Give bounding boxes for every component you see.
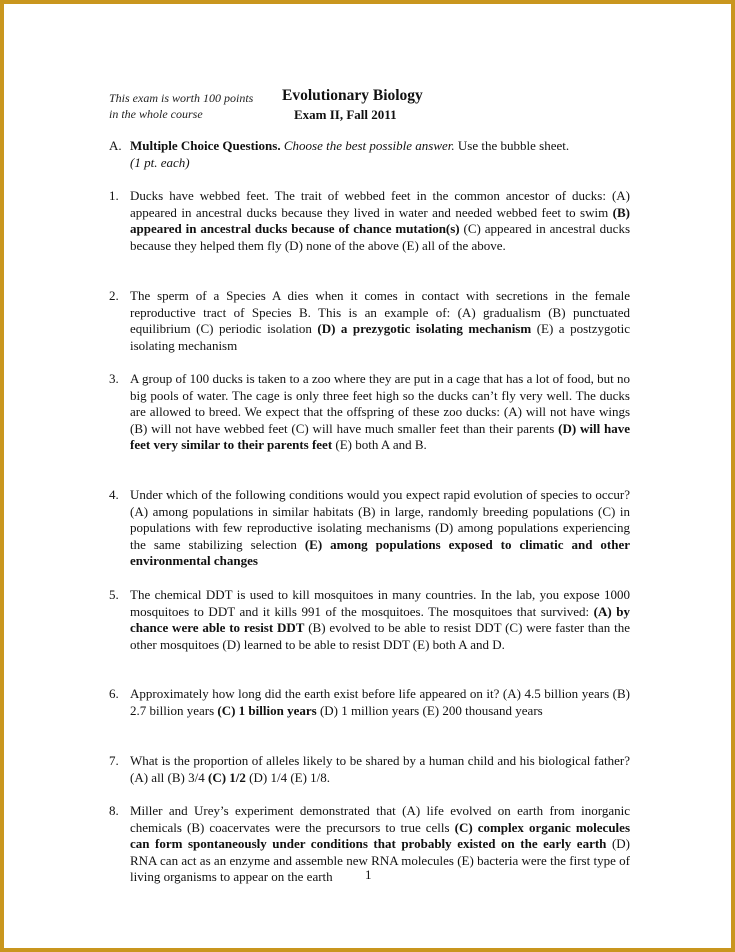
- question-text: [130, 753, 630, 786]
- question-stem: The chemical DDT is used to kill mosquitoes in many countries. In the lab, you expose 1000 mosquitoes to DDT and it kills 991 of the mosquitoes. The mosquitoes that survived:: [130, 587, 630, 619]
- question-remainder: (C) appeared in ancestral ducks because they helped them fly (D) none of the above (E) all of the above.: [130, 221, 631, 253]
- question-text: [130, 487, 630, 570]
- question-3: [109, 371, 630, 454]
- page-number: 1: [365, 867, 372, 882]
- question-stem: Ducks have webbed feet. The trait of webbed feet in the common ancestor of ducks: (A) appeared in ancestral ducks because they lived in water and needed webbed feet to swim: [130, 188, 630, 220]
- question-stem: The sperm of a Species A dies when it comes in contact with secretions in the female reproductive tract of Species B. This is an example of: (A) gradualism (B) punctuated equilibrium (C) periodic isolation: [130, 288, 630, 337]
- question-remainder: (E) a postzygotic isolating mechanism: [130, 321, 630, 353]
- correct-answer: (C) 1/2: [207, 769, 246, 785]
- correct-answer: (E) among populations exposed to climatic and other environmental changes: [130, 536, 630, 569]
- question-remainder: (D) 1 million years (E) 200 thousand years: [316, 702, 543, 718]
- question-text: [130, 288, 630, 354]
- question-text: [130, 587, 630, 653]
- question-1: [109, 188, 630, 254]
- question-stem: What is the proportion of alleles likely to be shared by a human child and his biological father? (A) all (B) 3/4: [130, 753, 630, 785]
- question-text: [130, 803, 630, 886]
- section-instruction-rest: Use the bubble sheet.: [457, 138, 570, 153]
- question-stem: Approximately how long did the earth exist before life appeared on it? (A) 4.5 billion years (B) 2.7 billion years: [130, 686, 630, 718]
- question-number: 4.: [109, 487, 119, 502]
- question-stem: Miller and Urey’s experiment demonstrated that (A) life evolved on earth from inorganic chemicals (B) coacervates were the precursors to true cells: [130, 803, 630, 835]
- course-note-line2: in the whole course: [109, 107, 203, 121]
- correct-answer: (D) will have feet very similar to their parents feet: [130, 420, 630, 453]
- question-number: 3.: [109, 371, 119, 386]
- question-text: [130, 188, 630, 254]
- course-note-line1: This exam is worth 100 points: [109, 91, 254, 105]
- exam-page: [4, 4, 731, 948]
- question-5: [109, 587, 630, 653]
- correct-answer: (D) a prezygotic isolating mechanism: [317, 321, 532, 337]
- question-number: 5.: [109, 587, 119, 602]
- question-number: 7.: [109, 753, 119, 768]
- section-a-heading: [109, 138, 630, 171]
- exam-subtitle: Exam II, Fall 2011: [294, 107, 397, 122]
- question-number: 6.: [109, 686, 119, 701]
- section-a-text: [130, 138, 630, 171]
- question-text: [130, 686, 630, 719]
- course-note: [109, 90, 253, 122]
- question-stem: A group of 100 ducks is taken to a zoo where they are put in a cage that has a lot of food, but no big pools of water. The cage is only three feet high so the ducks can’t fly very well. The ducks are allowed to breed. We expect that the offspring of these zoo ducks: (A) will not have wings (B) will not have webbed feet (C) will have much smaller feet than their parents: [130, 371, 630, 436]
- correct-answer: (A) by chance were able to resist DDT: [130, 603, 630, 636]
- question-remainder: (D) RNA can act as an enzyme and assemble new RNA molecules (E) bacteria were the first type of living organisms to appear on the earth: [130, 836, 631, 885]
- question-number: 8.: [109, 803, 119, 818]
- question-6: [109, 686, 630, 719]
- exam-title: Evolutionary Biology: [282, 87, 423, 104]
- question-4: [109, 487, 630, 570]
- correct-answer: (C) complex organic molecules can form spontaneously under conditions that probably existed on the early earth: [130, 819, 631, 852]
- question-number: 1.: [109, 188, 119, 203]
- section-instruction: Choose the best possible answer.: [283, 138, 455, 153]
- question-2: [109, 288, 630, 354]
- question-stem: Under which of the following conditions would you expect rapid evolution of species to occur? (A) among populations in similar habitats (B) in large, randomly breeding populations (C) in populations with few reproductive isolating mechanisms (D) among populations experiencing the same stabilizing selection: [130, 487, 630, 552]
- section-points: (1 pt. each): [130, 154, 190, 170]
- question-text: [130, 371, 630, 454]
- question-remainder: (D) 1/4 (E) 1/8.: [245, 769, 331, 785]
- question-7: [109, 753, 630, 786]
- correct-answer: (B) appeared in ancestral ducks because of chance mutation(s): [130, 204, 630, 237]
- question-remainder: (E) both A and B.: [332, 437, 427, 453]
- section-title: Multiple Choice Questions.: [130, 138, 281, 153]
- correct-answer: (C) 1 billion years: [217, 702, 317, 718]
- question-number: 2.: [109, 288, 119, 303]
- question-remainder: (B) evolved to be able to resist DDT (C) were faster than the other mosquitoes (D) learned to be able to resist DDT (E) both A and D.: [130, 620, 630, 652]
- section-label: A.: [109, 138, 122, 153]
